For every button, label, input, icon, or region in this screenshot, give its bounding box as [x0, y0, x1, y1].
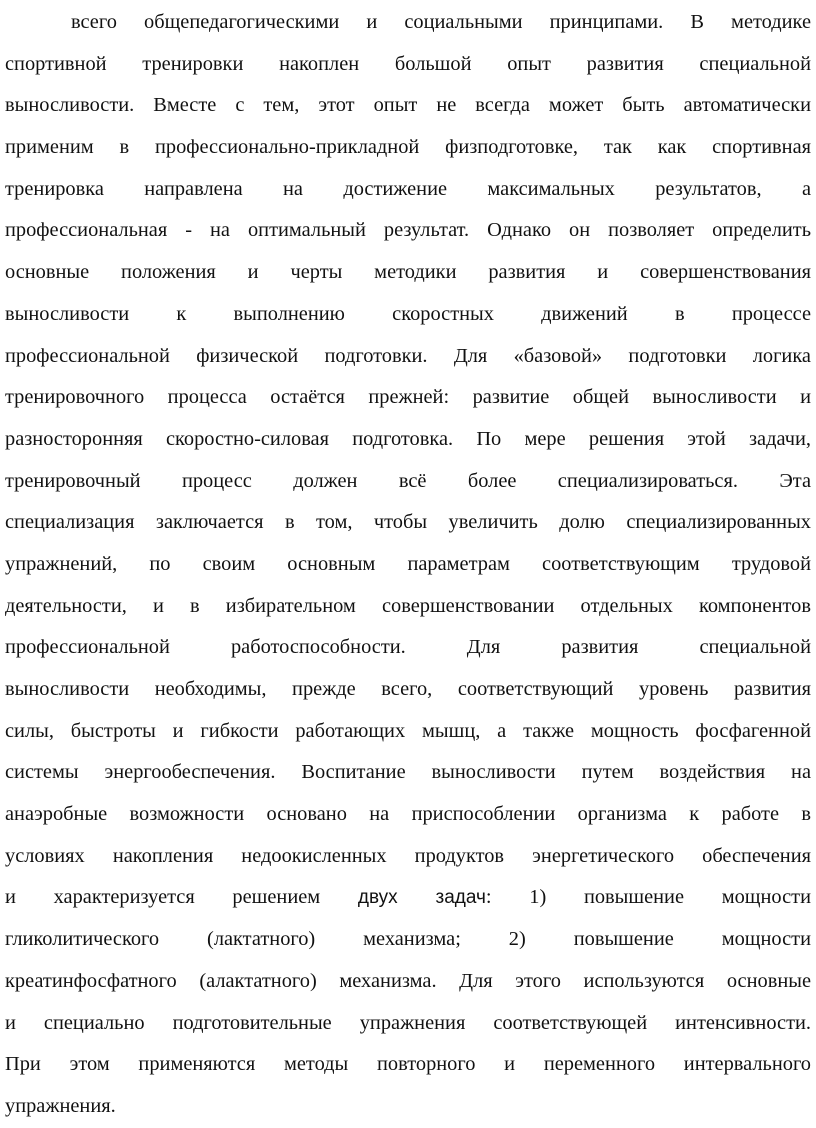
text-line: системы энергообеспечения. Воспитание выносливости путем воздействия на: [5, 761, 811, 784]
highlighted-text-run: двух задач: [357, 887, 486, 909]
text-line: основные положения и черты методики развития и совершенствования: [5, 261, 811, 284]
text-run: и характеризуется решением: [5, 886, 358, 909]
text-line: применим в профессионально-прикладной физподготовке, так как спортивная: [5, 136, 811, 159]
text-line: тренировка направлена на достижение максимальных результатов, а: [5, 177, 811, 200]
text-line: профессиональная - на оптимальный результат. Однако он позволяет определить: [5, 219, 811, 242]
text-line: профессиональной физической подготовки. Для «базовой» подготовки логика: [5, 344, 811, 367]
text-line: силы, быстроты и гибкости работающих мышц, а также мощность фосфагенной: [5, 719, 811, 742]
text-line: анаэробные возможности основано на приспособлении организма к работе в: [5, 803, 811, 826]
text-line: выносливости необходимы, прежде всего, соответствующий уровень развития: [5, 678, 811, 700]
text-line: разносторонняя скоростно-силовая подготовка. По мере решения этой задачи,: [5, 427, 811, 450]
text-line-mixed: [5, 877, 811, 919]
text-line: выносливости к выполнению скоростных движений в процессе: [5, 302, 811, 325]
text-line: деятельности, и в избирательном совершенствовании отдельных компонентов: [5, 594, 811, 617]
text-line: упражнения.: [5, 1094, 116, 1117]
text-line: и специально подготовительные упражнения соответствующей интенсивности.: [5, 1011, 811, 1034]
text-line: тренировочного процесса остаётся прежней: развитие общей выносливости и: [5, 386, 811, 409]
text-line: креатинфосфатного (алактатного) механизма. Для этого используются основные: [5, 969, 811, 992]
text-run: : 1) повышение мощности: [485, 886, 811, 909]
text-line: тренировочный процесс должен всё более специализироваться. Эта: [5, 469, 811, 492]
text-line: специализация заключается в том, чтобы увеличить долю специализированных: [5, 511, 811, 534]
text-line: спортивной тренировки накоплен большой опыт развития специальной: [5, 52, 811, 75]
text-line: При этом применяются методы повторного и переменного интервального: [5, 1053, 811, 1076]
text-line: выносливости. Вместе с тем, этот опыт не всегда может быть автоматически: [5, 94, 811, 117]
text-line: условиях накопления недоокисленных продуктов энергетического обеспечения: [5, 844, 811, 867]
text-line: всего общепедагогическими и социальными принципами. В методике: [71, 11, 811, 33]
text-line: упражнений, по своим основным параметрам соответствующим трудовой: [5, 552, 811, 575]
text-line: профессиональной работоспособности. Для развития специальной: [5, 636, 811, 659]
text-line: гликолитического (лактатного) механизма; 2) повышение мощности: [5, 928, 811, 951]
body-paragraph: [5, 2, 811, 1128]
